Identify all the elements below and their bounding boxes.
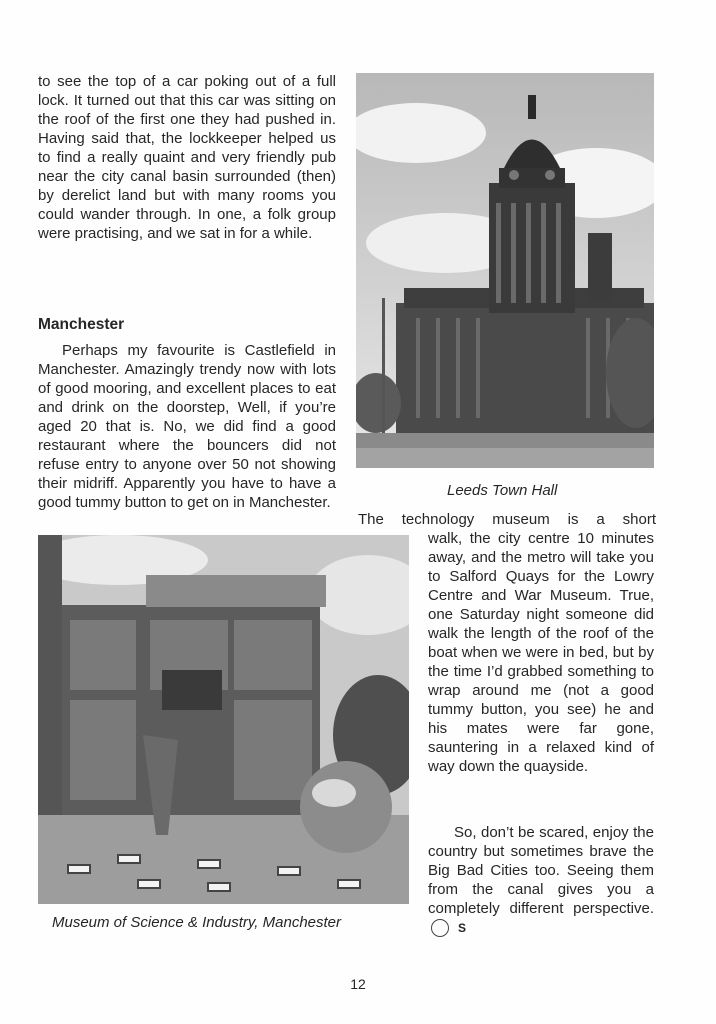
museum-photo bbox=[38, 535, 409, 904]
leeds-town-hall-image bbox=[356, 73, 654, 468]
page-number: 12 bbox=[350, 976, 366, 992]
museum-paragraph: walk, the city centre 10 minutes away, and the metro will take you to Salford Quays for the Lowry Centre and War Museum. True, one Saturday night someone did walk the length of the roof of the boat when we were in bed, but by the time I’d grabbed something to wrap around me (not a good tummy button, you see) he and his mates were far gone, sauntering in a relaxed kind of way down the quayside. bbox=[428, 530, 654, 775]
closing-text: So, don’t be scared, enjoy the country but sometimes brave the Big Bad Cities too. Seeing them from the canal gives you a completely different perspective. bbox=[428, 824, 654, 917]
magazine-logo-icon: S bbox=[431, 919, 449, 937]
leeds-caption: Leeds Town Hall bbox=[447, 482, 558, 499]
museum-image bbox=[38, 535, 409, 904]
intro-paragraph: to see the top of a car poking out of a full lock. It turned out that this car was sitting on the roof of the first one they had pushed in. Having said that, the lockkeeper helped us to find a really quaint and very friendly pub near the city canal basin surrounded (then) by derelict land but with many rooms you could wander through. In one, a folk group were practising, and we sat in for a while. bbox=[38, 73, 336, 242]
closing-paragraph bbox=[428, 823, 654, 937]
leeds-town-hall-photo bbox=[356, 73, 654, 468]
museum-lead-line: The technology museum is a short bbox=[358, 511, 656, 528]
museum-caption: Museum of Science & Industry, Manchester bbox=[52, 914, 342, 931]
manchester-heading: Manchester bbox=[38, 316, 125, 333]
manchester-paragraph: Perhaps my favourite is Castlefield in Manchester. Amazingly trendy now with lots of good mooring, and excellent places to eat and drink on the doorstep, Well, if you’re aged 20 that is. No, we did find a good restaurant where the bouncers did not refuse entry to anyone over 50 not showing their midriff. Apparently you have to have a good tummy button to get on in Manchester. bbox=[38, 342, 336, 511]
